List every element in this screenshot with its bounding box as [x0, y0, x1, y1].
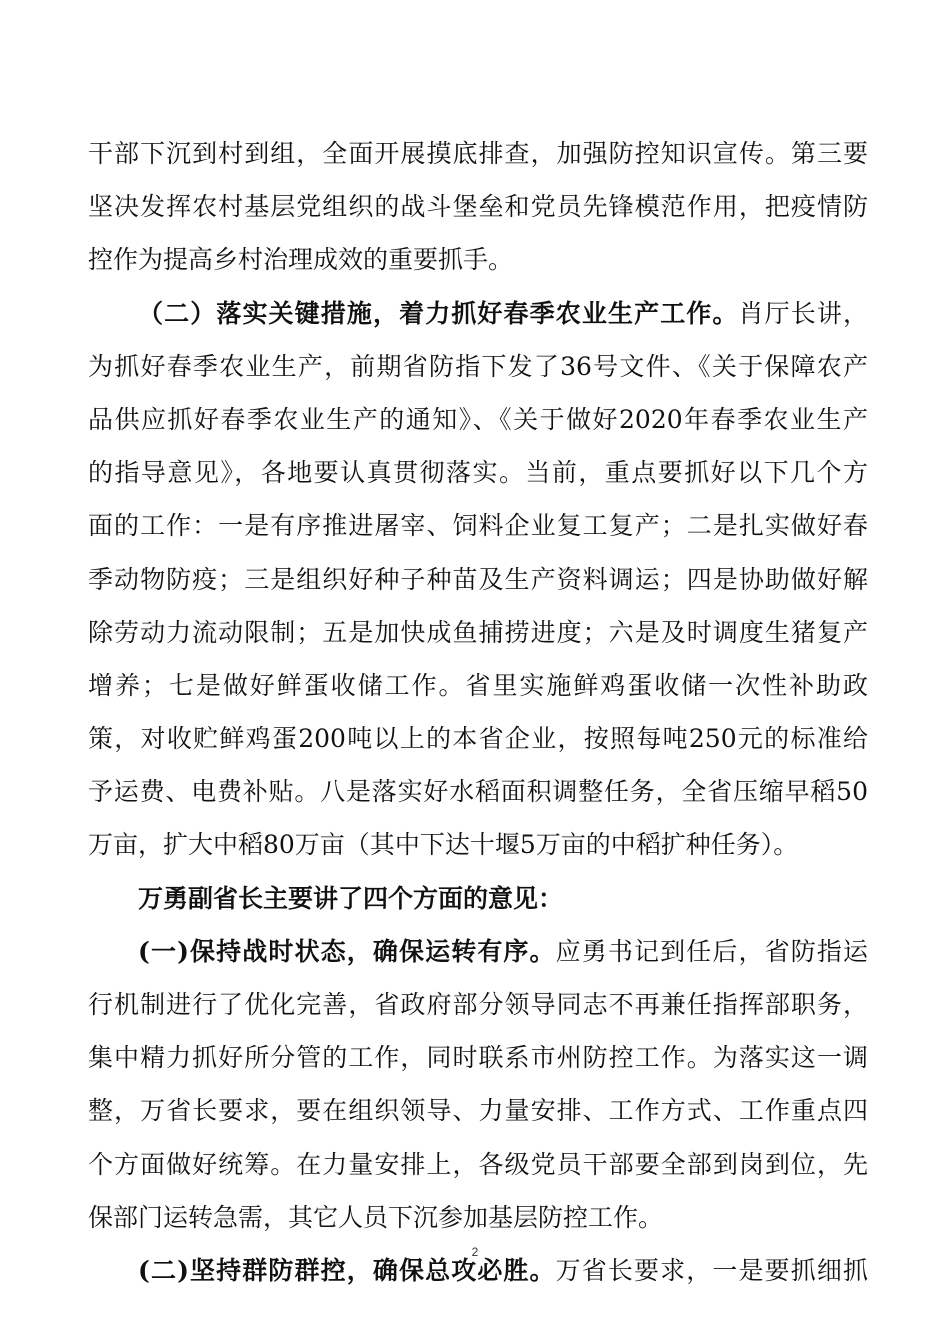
section-heading-line: （二）落实关键措施，着力抓好春季农业生产工作。肖厅长讲，	[138, 298, 868, 328]
section-heading: (一)保持战时状态，确保运转有序。	[138, 936, 556, 966]
text-line: 行机制进行了优化完善，省政府部分领导同志不再兼任指挥部职务，	[88, 990, 868, 1019]
section-heading: (二)坚持群防群控，确保总攻必胜。	[138, 1255, 556, 1285]
text-line: 面的工作：一是有序推进屠宰、饲料企业复工复产；二是扎实做好春	[88, 511, 868, 541]
section-heading-line: (一)保持战时状态，确保运转有序。应勇书记到任后，省防指运	[138, 936, 868, 966]
text-line: 增养；七是做好鲜蛋收储工作。省里实施鲜鸡蛋收储一次性补助政	[88, 670, 868, 700]
text-line: 的指导意见》，各地要认真贯彻落实。当前，重点要抓好以下几个方	[88, 458, 868, 488]
text-line: 万亩，扩大中稻80万亩（其中下达十堰5万亩的中稻扩种任务）。	[88, 830, 799, 860]
text-line: 品供应抓好春季农业生产的通知》、《关于做好2020年春季农业生产	[88, 404, 868, 434]
body-text	[88, 127, 868, 1297]
section-heading: 万勇副省长主要讲了四个方面的意见：	[138, 883, 564, 913]
text-line: 保部门运转急需，其它人员下沉参加基层防控工作。	[88, 1202, 664, 1232]
text-line: 策，对收贮鲜鸡蛋200吨以上的本省企业，按照每吨250元的标准给	[88, 724, 868, 754]
text-line: 除劳动力流动限制；五是加快成鱼捕捞进度；六是及时调度生猪复产	[88, 617, 868, 647]
text-line: 控作为提高乡村治理成效的重要抓手。	[88, 245, 514, 275]
text-line: 集中精力抓好所分管的工作，同时联系市州防控工作。为落实这一调	[88, 1043, 868, 1073]
section-heading: （二）落实关键措施，着力抓好春季农业生产工作。	[138, 298, 739, 328]
text-line: 干部下沉到村到组，全面开展摸底排查，加强防控知识宣传。第三要	[88, 139, 868, 168]
text-line: 季动物防疫；三是组织好种子种苗及生产资料调运；四是协助做好解	[88, 564, 868, 594]
page-number: 2	[471, 1245, 479, 1259]
text-line: 予运费、电费补贴。八是落实好水稻面积调整任务，全省压缩早稻50	[88, 777, 868, 807]
text-line: 个方面做好统筹。在力量安排上，各级党员干部要全部到岗到位，先	[88, 1149, 868, 1179]
text-line: 坚决发挥农村基层党组织的战斗堡垒和党员先锋模范作用，把疫情防	[88, 192, 868, 222]
text-line: 整，万省长要求，要在组织领导、力量安排、工作方式、工作重点四	[88, 1096, 868, 1126]
section-heading-line	[88, 872, 868, 925]
text-line: 为抓好春季农业生产，前期省防指下发了36号文件、《关于保障农产	[88, 351, 868, 381]
section-heading-line: (二)坚持群防群控，确保总攻必胜。万省长要求，一是要抓细抓	[138, 1255, 868, 1285]
